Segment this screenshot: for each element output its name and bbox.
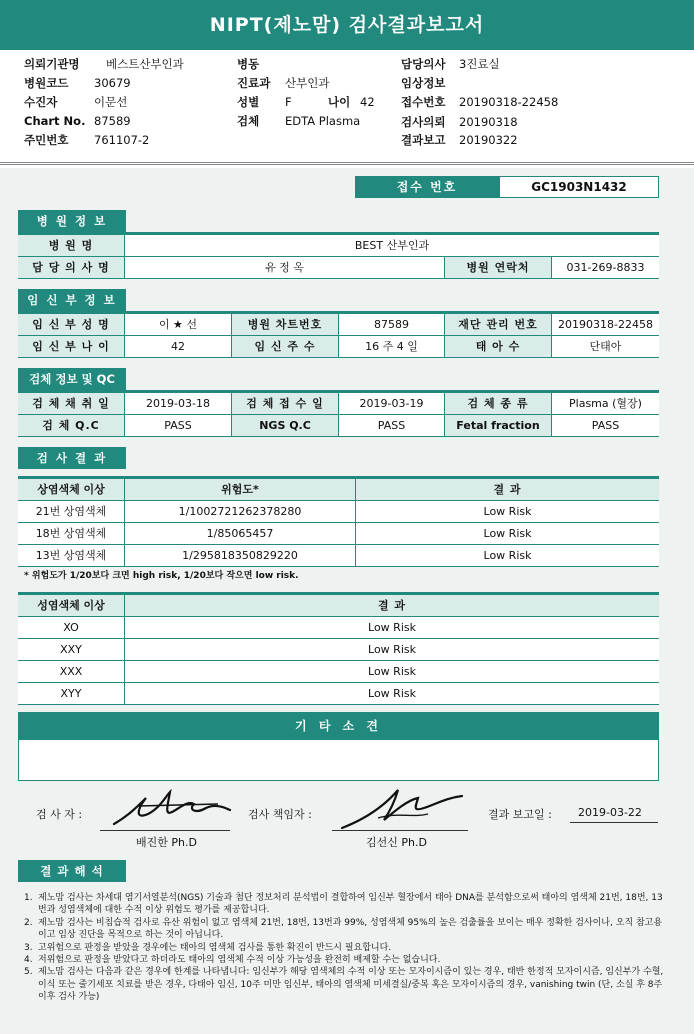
report-label: 결과보고 xyxy=(401,133,446,147)
weeks-label: 임 신 주 수 xyxy=(232,336,339,357)
table-row xyxy=(18,415,659,437)
list-item: 5. 제노맘 검사는 다음과 같은 경우에 한계를 나타냅니다: 임신부가 해당 염색체의 수적 이상 또는 모자이시즘이 있는 경우, 태반 한정적 모자이시즘, 임신부가 수혈, 이식 또는 줄기세포 치료를 받은 경우, 다태아 임신, 10주 미만 임신부, 태아의 염색체 미세결실/중복 혹은 모자이시즘의 경우, vanishing twin (단, 소실 후 8주 이후 검사 가능) xyxy=(24,967,664,1003)
chart-value: 87589 xyxy=(94,114,131,128)
pregnancy-info-table xyxy=(18,311,659,358)
examiner-name: 배진한 Ph.D xyxy=(136,836,197,849)
specimen-qc-value: PASS xyxy=(125,415,232,436)
doctor-label: 담당의사 xyxy=(401,57,446,71)
age-value: 42 xyxy=(360,95,375,109)
sex-chrom-header: 성염색체 이상 xyxy=(18,595,125,616)
accession-label: 접수 번호 xyxy=(355,176,499,198)
result-value: Low Risk xyxy=(483,505,532,518)
chart-field xyxy=(24,114,131,128)
request-field xyxy=(401,114,518,130)
collector-field xyxy=(24,94,127,110)
code-field xyxy=(24,75,131,91)
institution-field xyxy=(24,56,184,72)
clinical-field xyxy=(401,75,459,91)
sex-field xyxy=(237,94,292,110)
table-row xyxy=(18,683,659,705)
institution-value: 베스트산부인과 xyxy=(106,57,184,71)
report-value: 20190322 xyxy=(459,133,518,147)
chromosome-name: 21번 상염색체 xyxy=(18,501,125,522)
collect-date-value: 2019-03-18 xyxy=(125,393,232,414)
weeks-value: 16 주 4 일 xyxy=(339,336,445,357)
pregnant-age-label: 임 신 부 나 이 xyxy=(18,336,125,357)
table-header-row xyxy=(18,479,659,501)
risk-value: 1/1002721262378280 xyxy=(125,501,356,522)
specimen-value: EDTA Plasma xyxy=(285,114,361,128)
report-date-label: 결과 보고일 : xyxy=(488,808,552,821)
receipt-field xyxy=(401,94,558,110)
ssn-value: 761107-2 xyxy=(94,133,150,147)
patient-divider xyxy=(0,162,694,165)
specimen-field xyxy=(237,113,360,129)
autosome-header: 상염색체 이상 xyxy=(18,479,125,500)
karyotype-result: Low Risk xyxy=(368,643,416,656)
hospital-name-label: 병 원 명 xyxy=(18,235,125,256)
contact-value: 031-269-8833 xyxy=(566,261,645,274)
karyotype-name: XXX xyxy=(18,661,125,682)
ward-field xyxy=(237,56,285,72)
results-tab: 검 사 결 과 xyxy=(18,447,126,469)
risk-value: 1/295818350829220 xyxy=(125,545,356,566)
list-item: 4. 저위험으로 판정을 받았다고 하더라도 태아의 염색체 수적 이상 가능성을 완전히 배제할 수는 없습니다. xyxy=(24,955,441,966)
risk-value: 1/85065457 xyxy=(125,523,356,544)
report-title: NIPT(제노맘) 검사결과보고서 xyxy=(0,0,694,50)
table-row xyxy=(18,257,659,279)
specimen-info-tab: 검체 정보 및 QC xyxy=(18,368,126,390)
specimen-qc-label: 검 체 Q.C xyxy=(18,415,125,436)
doctor-name-value: 유 정 옥 xyxy=(125,257,445,278)
karyotype-name: XO xyxy=(18,617,125,638)
examiner-sign-line xyxy=(100,830,230,831)
interpretation-tab: 결 과 해 석 xyxy=(18,860,126,882)
dept-value: 산부인과 xyxy=(285,76,330,90)
sex-result-header: 결 과 xyxy=(125,595,659,616)
table-row xyxy=(18,314,659,336)
ssn-field xyxy=(24,132,149,148)
karyotype-result: Low Risk xyxy=(368,621,416,634)
receipt-value: 20190318-22458 xyxy=(459,95,559,109)
code-value: 30679 xyxy=(94,76,131,90)
responsible-signature xyxy=(338,784,468,832)
collector-label: 수진자 xyxy=(24,95,58,109)
responsible-sign-line xyxy=(332,830,468,831)
accession-value: GC1903N1432 xyxy=(499,176,659,198)
ngs-qc-value: PASS xyxy=(339,415,445,436)
sex-label: 성별 xyxy=(237,95,260,109)
ward-label: 병동 xyxy=(237,57,260,71)
receipt-label: 접수번호 xyxy=(401,95,446,109)
report-field xyxy=(401,132,518,148)
fetus-value: 단태아 xyxy=(589,340,622,353)
responsible-label: 검사 책임자 : xyxy=(248,808,312,821)
chromosome-name: 18번 상염색체 xyxy=(18,523,125,544)
table-row xyxy=(18,545,659,567)
collector-value: 이문선 xyxy=(94,95,128,109)
specimen-label: 검체 xyxy=(237,114,260,128)
karyotype-result: Low Risk xyxy=(368,687,416,700)
code-label: 병원코드 xyxy=(24,76,69,90)
fetal-fraction-label: Fetal fraction xyxy=(445,415,552,436)
doctor-value: 3진료실 xyxy=(459,57,500,71)
age-label: 나이 xyxy=(328,95,351,109)
hospital-name-value: BEST 산부인과 xyxy=(354,239,430,252)
ssn-label: 주민번호 xyxy=(24,133,69,147)
autosome-results-table xyxy=(18,476,659,567)
table-row xyxy=(18,501,659,523)
risk-footnote: * 위험도가 1/20보다 크면 high risk, 1/20보다 작으면 low risk. xyxy=(24,571,299,581)
doctor-name-label: 담 당 의 사 명 xyxy=(18,257,125,278)
pregnant-name-value: 이 ★ 선 xyxy=(125,314,232,335)
clinical-label: 임상정보 xyxy=(401,76,446,90)
table-row xyxy=(18,661,659,683)
chart-label: Chart No. xyxy=(24,114,86,128)
pregnancy-info-tab: 임 신 부 정 보 xyxy=(18,289,126,311)
karyotype-result: Low Risk xyxy=(368,665,416,678)
sex-value: F xyxy=(285,95,292,109)
mgmt-label: 재단 관리 번호 xyxy=(445,314,552,335)
specimen-info-table xyxy=(18,390,659,437)
pregnant-name-label: 임 신 부 성 명 xyxy=(18,314,125,335)
doctor-field xyxy=(401,56,500,72)
hospital-info-tab: 병 원 정 보 xyxy=(18,210,126,232)
list-item: 1. 제노맘 검사는 차세대 염기서열분석(NGS) 기술과 첨단 정보처리 분석법이 결합하여 임신부 혈장에서 태아 DNA를 분석함으로써 태아의 염색체 21번, 18번, 13번과 성염색체에 대한 수적 이상 위험도 평가를 제공합니다. xyxy=(24,893,663,916)
table-header-row xyxy=(18,595,659,617)
hospital-chart-value: 87589 xyxy=(339,314,445,335)
contact-label: 병원 연락처 xyxy=(445,257,552,278)
chromosome-name: 13번 상염색체 xyxy=(18,545,125,566)
remarks-body xyxy=(18,740,659,781)
receipt-date-value: 2019-03-19 xyxy=(339,393,445,414)
sex-chromosome-table xyxy=(18,592,659,705)
karyotype-name: XXY xyxy=(18,639,125,660)
age-field xyxy=(328,94,375,110)
request-value: 20190318 xyxy=(459,115,518,129)
table-row xyxy=(18,393,659,415)
interpretation-notes xyxy=(24,892,664,1004)
fetal-fraction-value: PASS xyxy=(591,419,620,432)
receipt-date-label: 검 체 접 수 일 xyxy=(232,393,339,414)
table-row xyxy=(18,523,659,545)
request-label: 검사의뢰 xyxy=(401,115,446,129)
dept-field xyxy=(237,75,329,91)
table-row xyxy=(18,235,659,257)
table-row xyxy=(18,336,659,358)
result-value: Low Risk xyxy=(483,527,532,540)
risk-header: 위험도* xyxy=(125,479,356,500)
examiner-signature xyxy=(108,786,238,832)
specimen-type-label: 검 체 종 류 xyxy=(445,393,552,414)
list-item: 2. 제노맘 검사는 비침습적 검사로 유산 위험이 없고 염색체 21번, 18번, 13번과 99%, 성염색체 95%의 높은 검출률을 보이는 매우 정확한 검사이나, 오직 참고용이고 임상 진단을 목적으로 하는 것이 아닙니다. xyxy=(24,917,663,941)
result-value: Low Risk xyxy=(483,549,532,562)
hospital-chart-label: 병원 차트번호 xyxy=(232,314,339,335)
table-row xyxy=(18,617,659,639)
pregnant-age-value: 42 xyxy=(125,336,232,357)
list-item: 3. 고위험으로 판정을 받았을 경우에는 태아의 염색체 검사를 통한 확진이 반드시 필요합니다. xyxy=(24,942,392,953)
examiner-label: 검 사 자 : xyxy=(36,808,83,821)
table-row xyxy=(18,639,659,661)
patient-info-block xyxy=(0,50,694,166)
dept-label: 진료과 xyxy=(237,76,271,90)
karyotype-name: XYY xyxy=(18,683,125,704)
fetus-label: 태 아 수 xyxy=(445,336,552,357)
remarks-title: 기 타 소 견 xyxy=(18,712,659,740)
mgmt-value: 20190318-22458 xyxy=(558,318,653,331)
hospital-info-table xyxy=(18,232,659,279)
collect-date-label: 검 체 채 취 일 xyxy=(18,393,125,414)
responsible-name: 김선신 Ph.D xyxy=(366,836,427,849)
report-date-value: 2019-03-22 xyxy=(578,806,642,819)
ngs-qc-label: NGS Q.C xyxy=(232,415,339,436)
report-date-line xyxy=(570,822,658,823)
institution-label: 의뢰기관명 xyxy=(24,57,80,71)
result-header: 결 과 xyxy=(356,479,659,500)
specimen-type-value: Plasma (혈장) xyxy=(569,397,642,410)
